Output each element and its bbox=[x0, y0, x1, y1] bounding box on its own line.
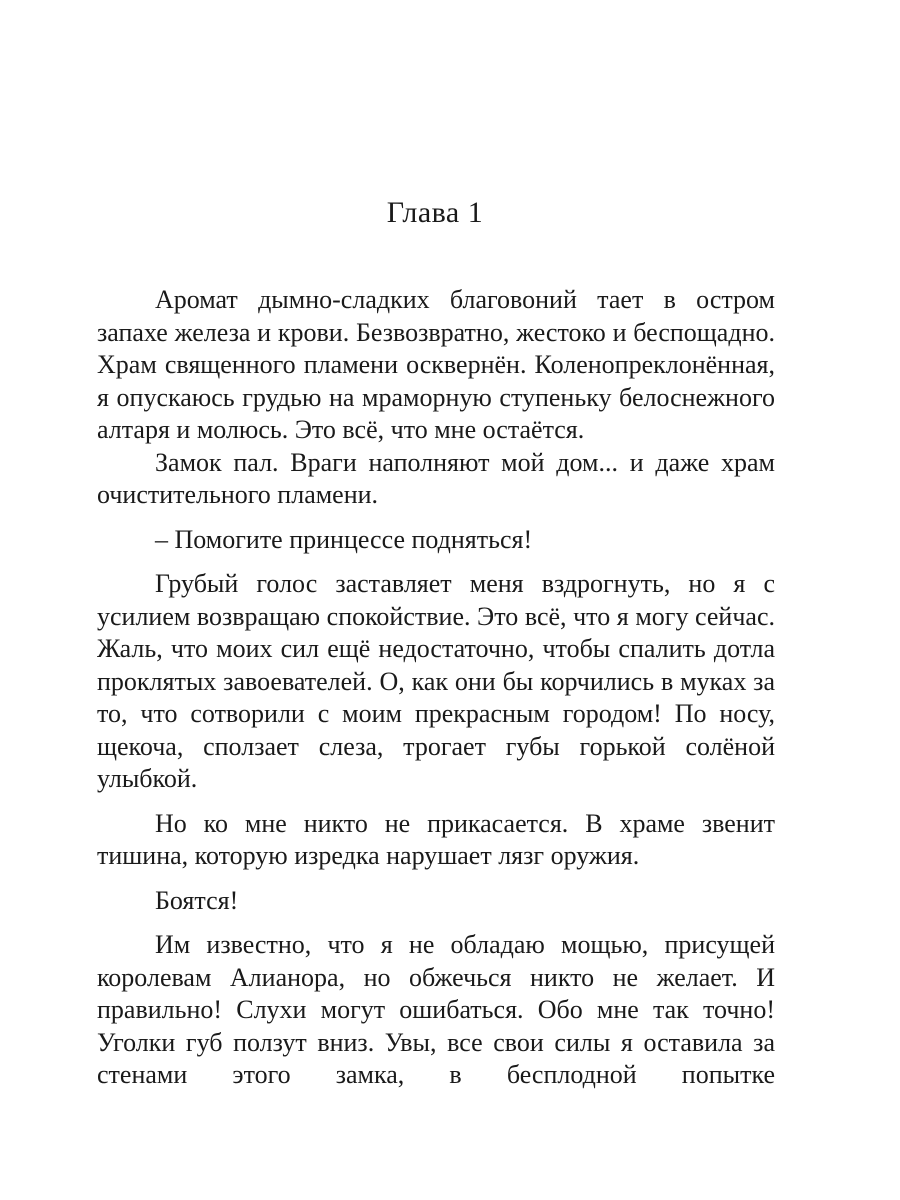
paragraph: Замок пал. Враги наполняют мой дом... и даже храм очистительного пламени. bbox=[97, 447, 775, 509]
paragraph: Грубый голос заставляет меня вздрогнуть, но я с усилием возвращаю спокойствие. Это всё, что я могу сейчас. Жаль, что моих сил ещё недостаточно, чтобы спалить дотла проклятых завоевателей. О, как они бы корчились в муках за то, что сотворили с моим прекрасным городом! По носу, щекоча, сползает слеза, трогает губы горькой солёной улыбкой. bbox=[97, 569, 775, 793]
chapter-title: Глава 1 bbox=[386, 196, 484, 229]
chapter-text bbox=[97, 284, 775, 1092]
paragraph: Но ко мне никто не прикасается. В храме звенит тишина, которую изредка нарушает лязг оружия. bbox=[97, 808, 775, 870]
paragraph: Им известно, что я не обладаю мощью, присущей королевам Алианора, но обжечься никто не желает. И правильно! Слухи могут ошибаться. Обо мне так точно! Уголки губ ползут вниз. Увы, все свои силы я оставила за стенами этого замка, в бесплодной попытке bbox=[97, 930, 775, 1089]
paragraph: Аромат дымно-сладких благовоний тает в остром запахе железа и крови. Безвозвратно, жестоко и беспощадно. Храм священного пламени осквернён. Коленопреклонённая, я опускаюсь грудью на мраморную ступеньку белоснежного алтаря и молюсь. Это всё, что мне остаётся. bbox=[97, 285, 775, 444]
dialogue-line: – Помогите принцессе подняться! bbox=[155, 524, 533, 554]
paragraph: Боятся! bbox=[155, 885, 239, 915]
